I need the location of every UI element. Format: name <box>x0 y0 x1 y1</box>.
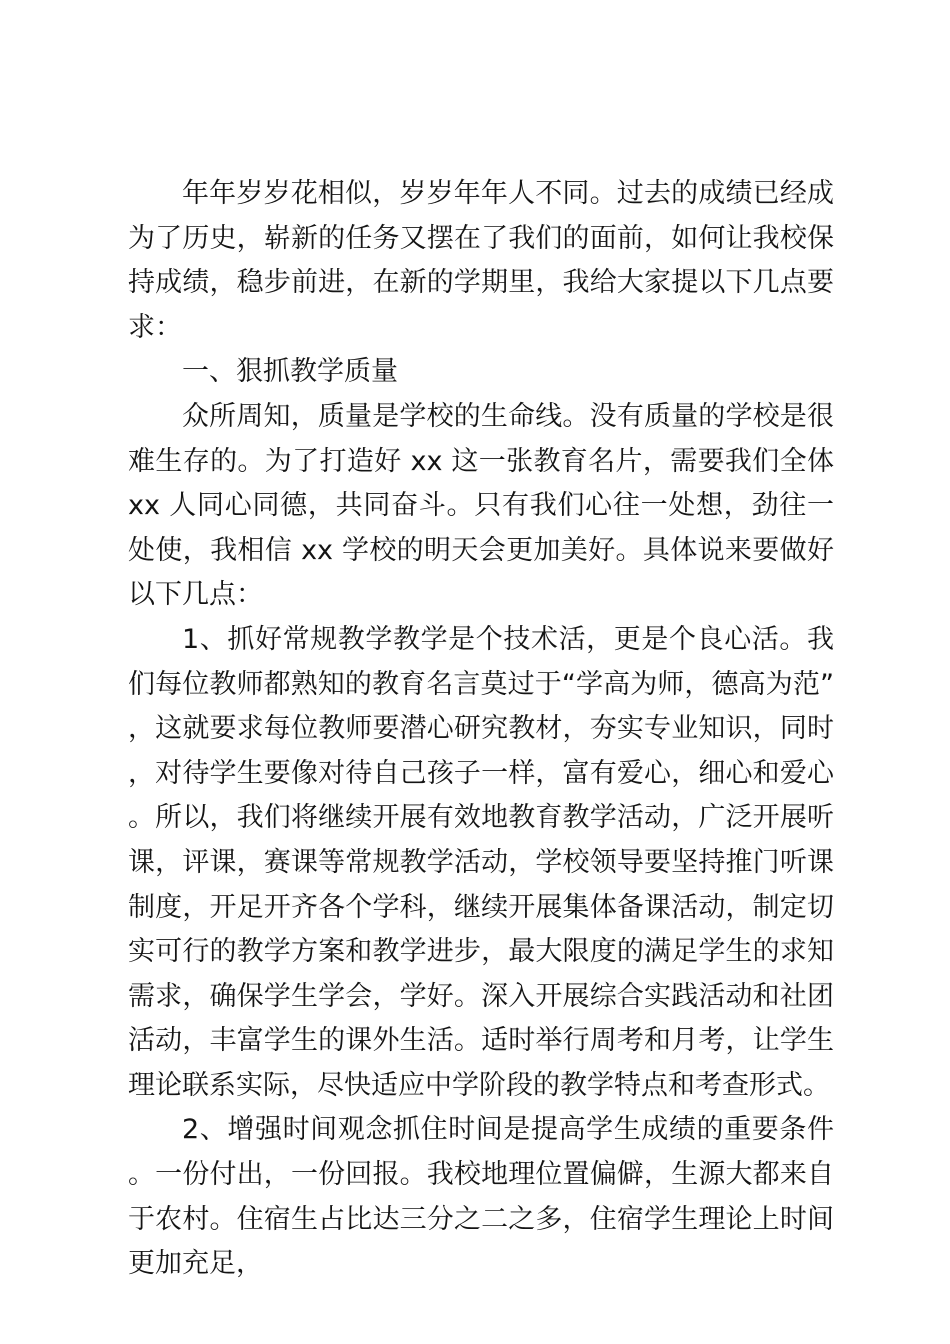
paragraph-quality-lifeline: 众所周知，质量是学校的生命线。没有质量的学校是很难生存的。为了打造好 xx 这一张教育名片，需要我们全体 xx 人同心同德，共同奋斗。只有我们心往一处想，劲往一处使，我相信 xx 学校的明天会更加美好。具体说来要做好以下几点： <box>128 400 834 611</box>
section-heading-teaching-quality: 一、狠抓教学质量 <box>182 356 398 388</box>
paragraph-point-2: 2、增强时间观念抓住时间是提高学生成绩的重要条件。一份付出，一份回报。我校地理位置偏僻，生源大都来自于农村。住宿生占比达三分之二之多，住宿学生理论上时间更加充足， <box>128 1114 834 1280</box>
document-body <box>128 172 834 1287</box>
paragraph-intro: 年年岁岁花相似，岁岁年年人不同。过去的成绩已经成为了历史，崭新的任务又摆在了我们的面前，如何让我校保持成绩，稳步前进，在新的学期里，我给大家提以下几点要求： <box>128 178 834 343</box>
paragraph-point-1: 1、抓好常规教学教学是个技术活，更是个良心活。我们每位教师都熟知的教育名言莫过于“学高为师，德高为范”，这就要求每位教师要潜心研究教材，夯实专业知识，同时，对待学生要像对待自己孩子一样，富有爱心，细心和爱心。所以，我们将继续开展有效地教育教学活动，广泛开展听课，评课，赛课等常规教学活动，学校领导要坚持推门听课制度，开足开齐各个学科，继续开展集体备课活动，制定切实可行的教学方案和教学进步，最大限度的满足学生的求知需求，确保学生学会，学好。深入开展综合实践活动和社团活动，丰富学生的课外生活。适时举行周考和月考，让学生理论联系实际，尽快适应中学阶段的教学特点和考查形式。 <box>128 623 834 1101</box>
